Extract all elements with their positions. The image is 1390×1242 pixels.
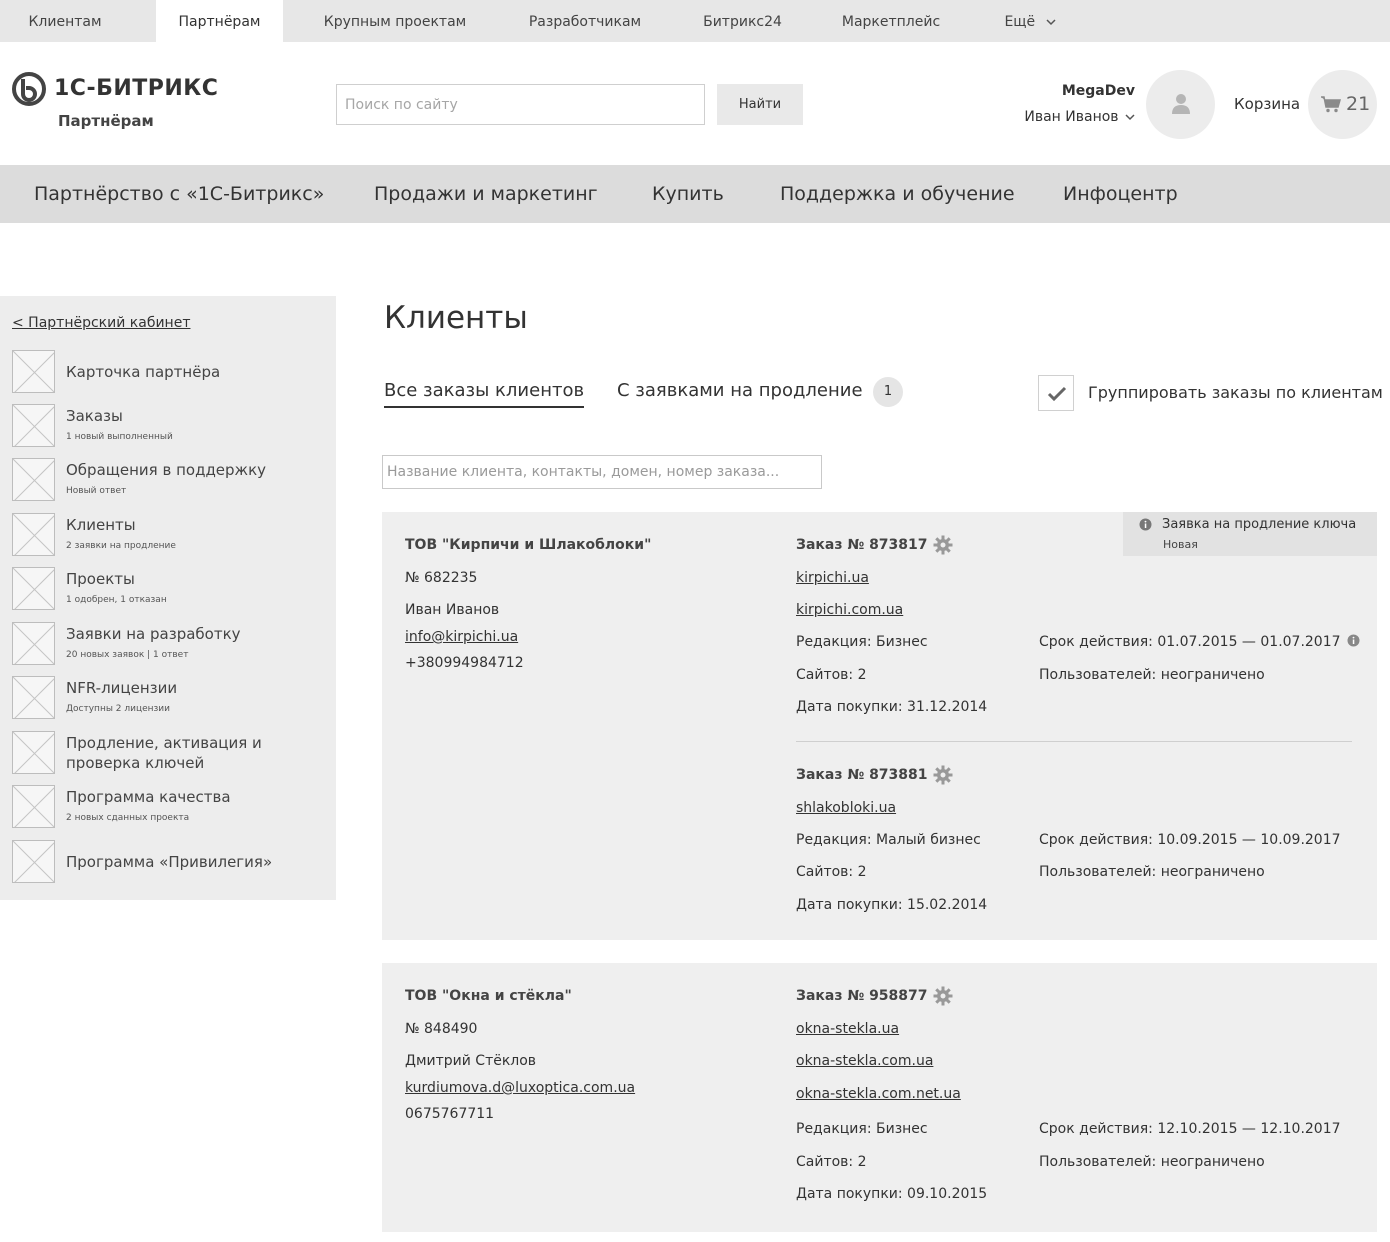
- order-title: Заказ № 958877: [796, 988, 928, 1004]
- checkmark-icon: [1047, 386, 1067, 402]
- sidebar-item-title: Карточка партнёра: [66, 363, 221, 381]
- group-by-client-label[interactable]: Группировать заказы по клиентам: [1088, 383, 1383, 402]
- client-filter-input[interactable]: [382, 455, 822, 489]
- sidebar-item-title: Клиенты: [66, 516, 136, 534]
- sidebar-item-privilege[interactable]: [12, 840, 332, 886]
- sidebar-item-subtitle: 20 новых заявок | 1 ответ: [66, 650, 189, 660]
- order-title: Заказ № 873817: [796, 537, 928, 553]
- top-tab-clients[interactable]: Клиентам: [28, 14, 102, 30]
- placeholder-image-icon: [12, 350, 55, 393]
- placeholder-image-icon: [12, 513, 55, 556]
- renewal-request-badge[interactable]: [1123, 512, 1377, 556]
- placeholder-image-icon: [12, 567, 55, 610]
- user-name: Иван Иванов: [1024, 109, 1119, 125]
- sidebar-item-subtitle: 1 одобрен, 1 отказан: [66, 595, 167, 605]
- search-button[interactable]: Найти: [717, 84, 803, 125]
- sidebar-item-subtitle: 2 новых сданных проекта: [66, 813, 190, 823]
- sidebar-item-title: Программа качества: [66, 788, 231, 806]
- sidebar-item-dev-requests[interactable]: [12, 622, 332, 668]
- sidebar-item-title: Обращения в поддержку: [66, 461, 267, 479]
- client-number: № 848490: [405, 1021, 478, 1037]
- client-number: № 682235: [405, 570, 478, 586]
- sidebar-item-title: Заявки на разработку: [66, 625, 241, 643]
- gear-icon[interactable]: [933, 535, 953, 555]
- sidebar-item-projects[interactable]: [12, 567, 332, 613]
- user-company: MegaDev: [1061, 83, 1135, 99]
- nav-partnership[interactable]: Партнёрство с «1С-Битрикс»: [34, 183, 325, 205]
- bitrix-logo-icon[interactable]: [12, 72, 46, 106]
- logo-subtitle: Партнёрам: [58, 112, 154, 130]
- sidebar-item-title: Программа «Привилегия»: [66, 853, 273, 871]
- order-domain-link[interactable]: okna-stekla.ua: [796, 1021, 900, 1037]
- avatar[interactable]: [1146, 70, 1215, 139]
- placeholder-image-icon: [12, 731, 55, 774]
- sidebar-item-quality[interactable]: [12, 785, 332, 831]
- client-card: [382, 512, 1377, 940]
- info-icon: [1139, 518, 1152, 531]
- sidebar-item-partner-card[interactable]: [12, 350, 332, 396]
- search-input[interactable]: [336, 84, 705, 125]
- order-purchase-date: Дата покупки: 09.10.2015: [796, 1186, 988, 1202]
- nav-buy[interactable]: Купить: [652, 183, 724, 205]
- client-phone: +380994984712: [405, 655, 524, 671]
- client-phone: 0675767711: [405, 1106, 495, 1122]
- sidebar-item-title: Проекты: [66, 570, 135, 588]
- placeholder-image-icon: [12, 404, 55, 447]
- order-purchase-date: Дата покупки: 15.02.2014: [796, 897, 988, 913]
- placeholder-image-icon: [12, 676, 55, 719]
- top-tab-marketplace[interactable]: Маркетплейс: [841, 14, 941, 30]
- renewal-request-title: Заявка на продление ключа: [1162, 517, 1357, 532]
- order-title: Заказ № 873881: [796, 767, 928, 783]
- top-tab-more[interactable]: [995, 0, 1065, 42]
- main-nav: [0, 165, 1390, 223]
- sidebar-item-subtitle: 1 новый выполненный: [66, 432, 173, 442]
- order-domain-link[interactable]: shlakobloki.ua: [796, 800, 897, 816]
- order-domain-link[interactable]: okna-stekla.com.net.ua: [796, 1086, 961, 1102]
- order-validity: Срок действия: 12.10.2015 — 12.10.2017: [1039, 1121, 1341, 1137]
- cart-count: 21: [1346, 93, 1371, 115]
- sidebar-item-title: Продление, активация и проверка ключей: [66, 734, 262, 772]
- order-sites: Сайтов: 2: [796, 667, 867, 683]
- page-title: Клиенты: [384, 300, 528, 336]
- order-sites: Сайтов: 2: [796, 864, 867, 880]
- client-email-link[interactable]: kurdiumova.d@luxoptica.com.ua: [405, 1080, 636, 1096]
- placeholder-image-icon: [12, 622, 55, 665]
- sidebar-item-nfr-licenses[interactable]: [12, 676, 332, 722]
- top-tabs: [0, 0, 1390, 42]
- order-divider: [796, 741, 1352, 742]
- order-validity-text: Срок действия: 01.07.2015 — 01.07.2017: [1039, 634, 1341, 650]
- order-users: Пользователей: неограничено: [1039, 667, 1265, 683]
- order-purchase-date: Дата покупки: 31.12.2014: [796, 699, 988, 715]
- tab-renewal-requests[interactable]: С заявками на продление: [617, 380, 863, 401]
- placeholder-image-icon: [12, 458, 55, 501]
- top-tab-more-label: Ещё: [1004, 14, 1036, 30]
- sidebar-item-title: NFR-лицензии: [66, 679, 178, 697]
- logo-text[interactable]: 1С-БИТРИКС: [54, 76, 219, 101]
- client-card: [382, 963, 1377, 1232]
- placeholder-image-icon: [12, 785, 55, 828]
- order-sites: Сайтов: 2: [796, 1154, 867, 1170]
- sidebar-item-title: Заказы: [66, 407, 123, 425]
- order-domain-link[interactable]: okna-stekla.com.ua: [796, 1053, 934, 1069]
- top-tab-developers[interactable]: Разработчикам: [528, 14, 642, 30]
- client-email-link[interactable]: info@kirpichi.ua: [405, 629, 519, 645]
- chevron-down-icon: [1046, 18, 1056, 26]
- top-tab-partners[interactable]: Партнёрам: [156, 0, 283, 42]
- client-name: ТОВ "Окна и стёкла": [405, 988, 572, 1004]
- tab-renewal-count: 1: [873, 377, 903, 407]
- sidebar-item-support[interactable]: [12, 458, 332, 504]
- order-edition: Редакция: Бизнес: [796, 1121, 928, 1137]
- order-domain-link[interactable]: kirpichi.ua: [796, 570, 869, 586]
- nav-support-learning[interactable]: Поддержка и обучение: [780, 183, 1015, 205]
- order-validity: [1039, 634, 1360, 650]
- partner-cabinet-link[interactable]: < Партнёрский кабинет: [12, 315, 191, 331]
- cart-button[interactable]: [1308, 70, 1377, 139]
- sidebar: [0, 296, 336, 900]
- tab-all-orders[interactable]: Все заказы клиентов: [384, 380, 584, 408]
- chevron-down-icon: [1125, 113, 1135, 121]
- group-by-client-checkbox[interactable]: [1038, 375, 1074, 411]
- gear-icon[interactable]: [933, 986, 953, 1006]
- order-users: Пользователей: неограничено: [1039, 1154, 1265, 1170]
- client-contact: Дмитрий Стёклов: [405, 1053, 537, 1069]
- cart-icon: [1320, 95, 1342, 113]
- user-menu[interactable]: [1024, 109, 1135, 125]
- sidebar-item-clients[interactable]: [12, 513, 332, 559]
- user-icon: [1171, 93, 1191, 115]
- placeholder-image-icon: [12, 840, 55, 883]
- sidebar-item-keys[interactable]: [12, 731, 332, 777]
- nav-sales-marketing[interactable]: Продажи и маркетинг: [374, 183, 598, 205]
- cart-link[interactable]: Корзина: [1234, 95, 1301, 113]
- sidebar-item-subtitle: 2 заявки на продление: [66, 541, 176, 551]
- sidebar-item-subtitle: Новый ответ: [66, 486, 127, 496]
- order-domain-link[interactable]: kirpichi.com.ua: [796, 602, 904, 618]
- order-edition: Редакция: Малый бизнес: [796, 832, 981, 848]
- top-tab-bitrix24[interactable]: Битрикс24: [703, 14, 782, 30]
- order-edition: Редакция: Бизнес: [796, 634, 928, 650]
- info-icon[interactable]: [1347, 634, 1360, 647]
- renewal-request-status: Новая: [1163, 538, 1198, 551]
- sidebar-item-subtitle: Доступны 2 лицензии: [66, 704, 171, 714]
- top-tab-large-projects[interactable]: Крупным проектам: [323, 14, 467, 30]
- client-name: ТОВ "Кирпичи и Шлакоблоки": [405, 537, 652, 553]
- nav-infocenter[interactable]: Инфоцентр: [1063, 183, 1178, 205]
- client-contact: Иван Иванов: [405, 602, 500, 618]
- sidebar-item-orders[interactable]: [12, 404, 332, 450]
- order-users: Пользователей: неограничено: [1039, 864, 1265, 880]
- gear-icon[interactable]: [933, 765, 953, 785]
- order-validity: Срок действия: 10.09.2015 — 10.09.2017: [1039, 832, 1341, 848]
